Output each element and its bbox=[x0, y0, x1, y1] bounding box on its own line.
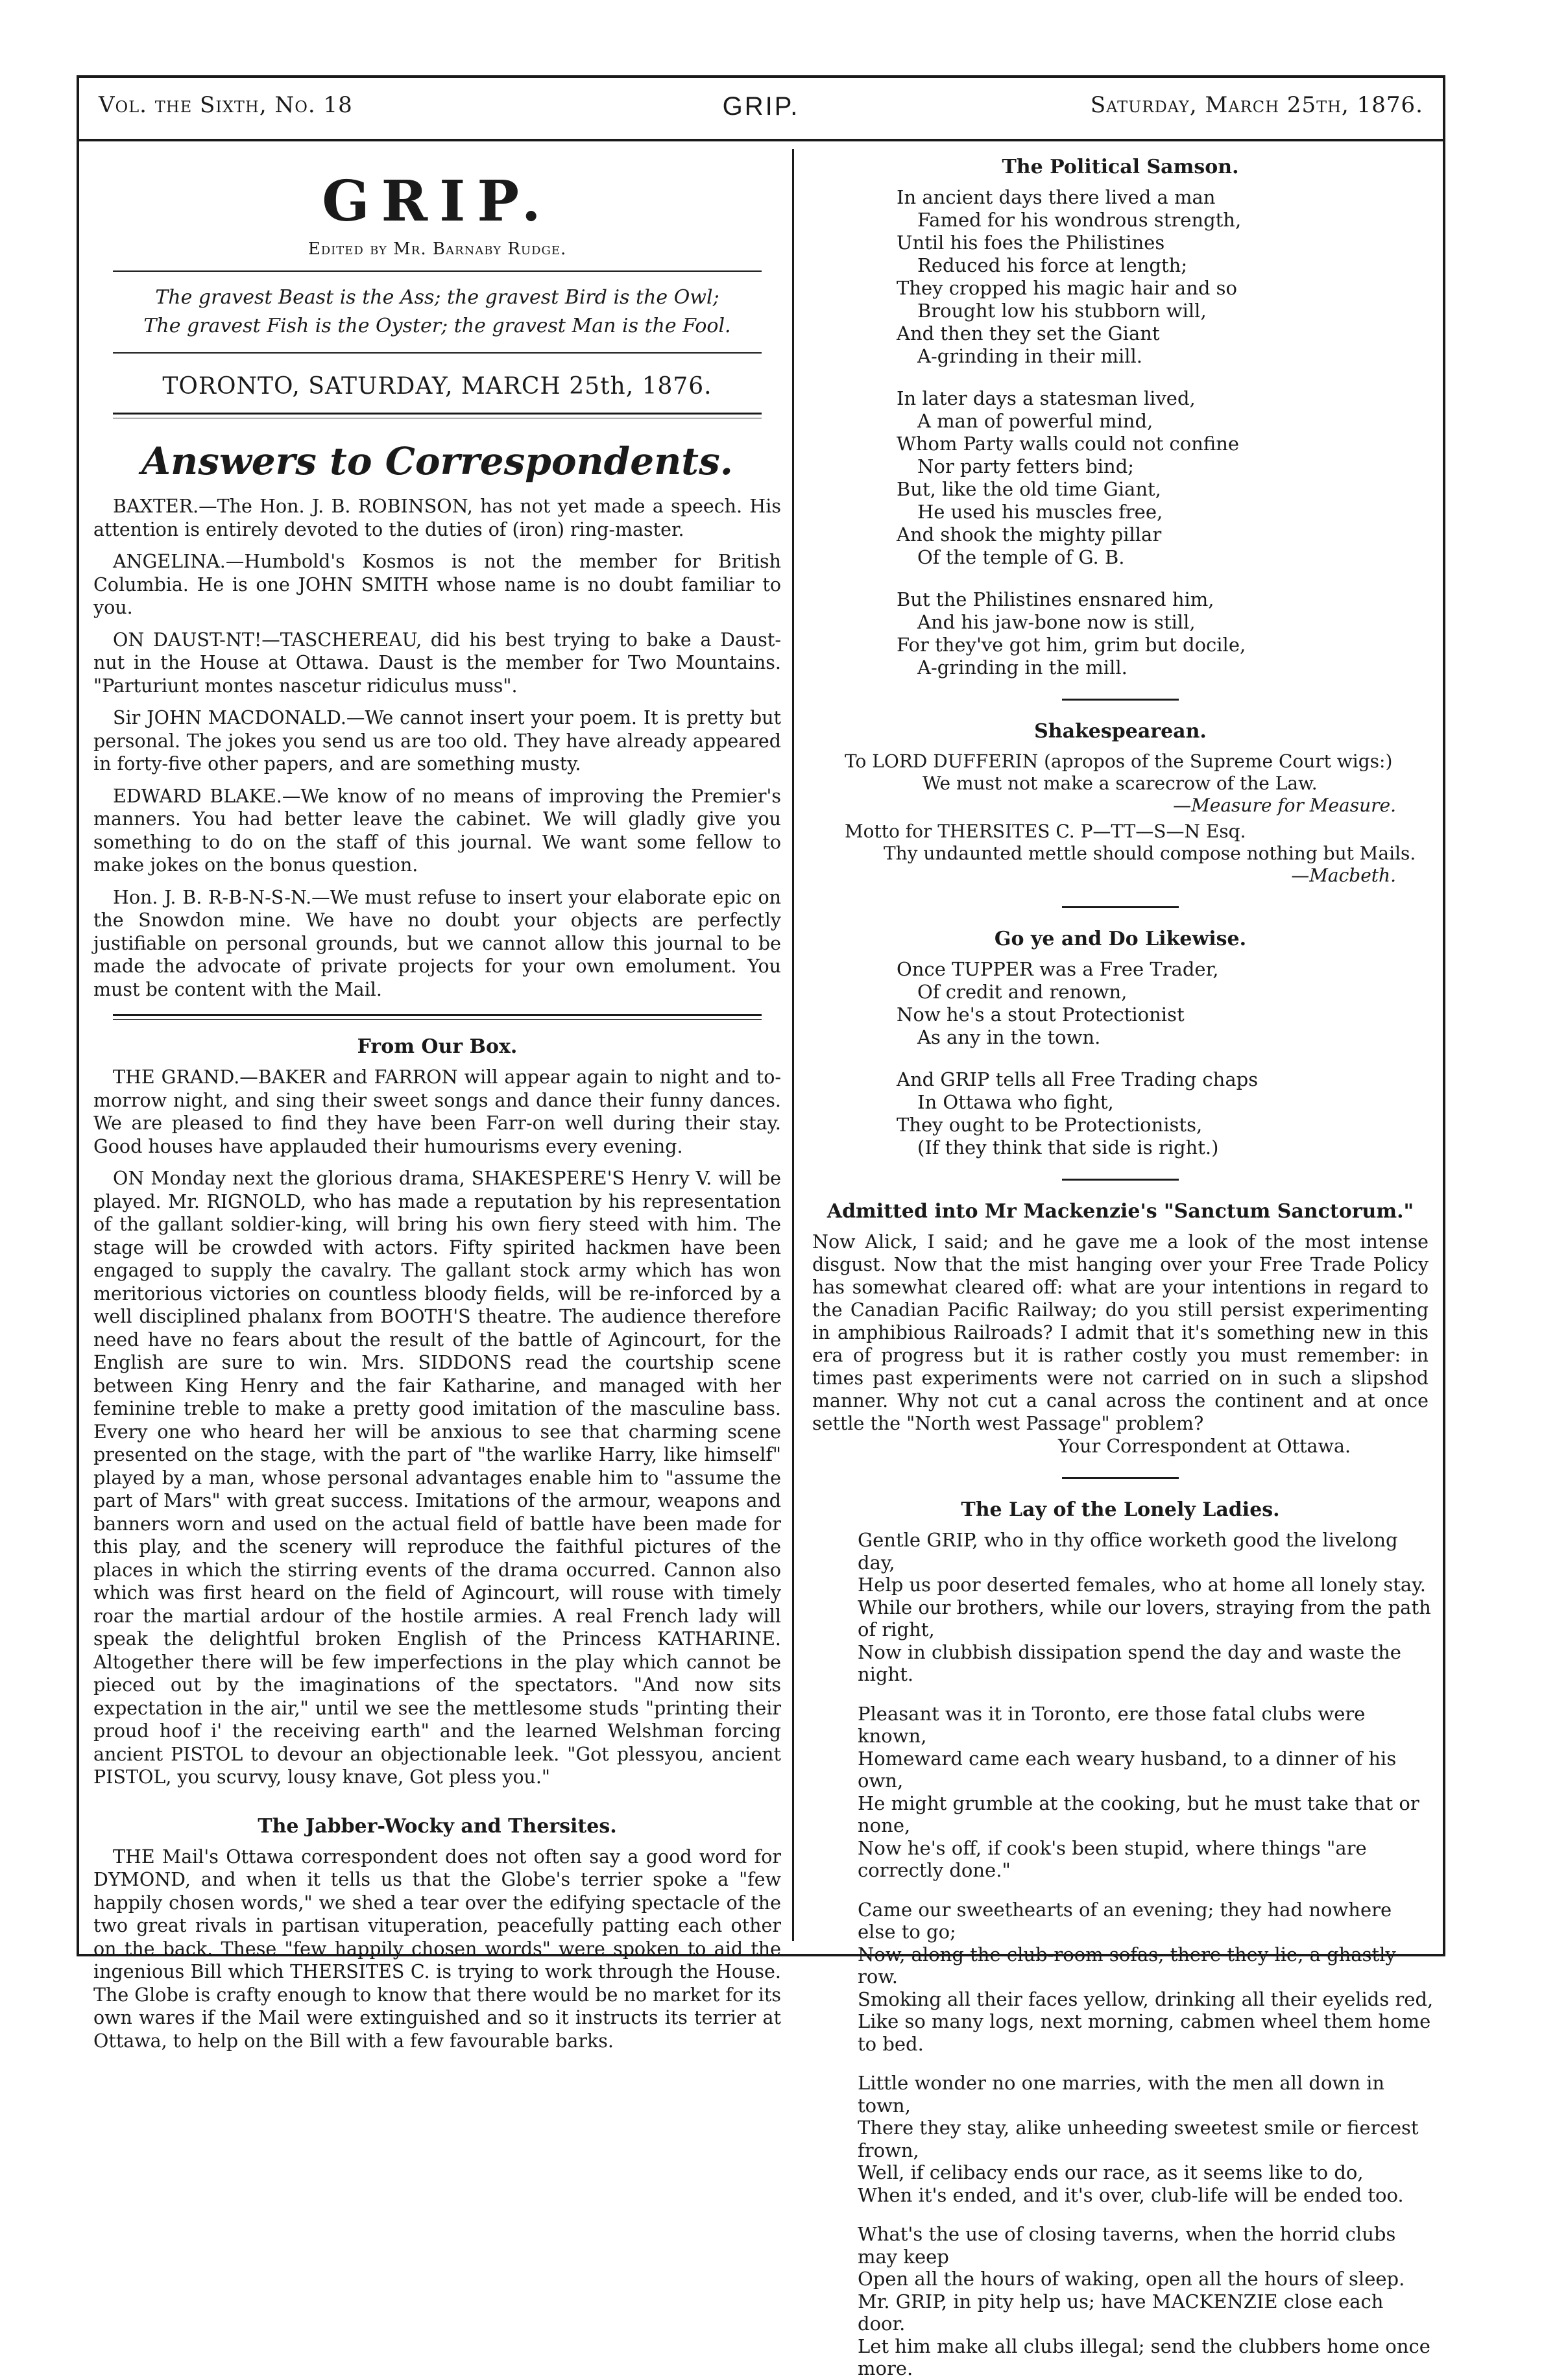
poem-line: What's the use of closing taverns, when the horrid clubs may keep bbox=[858, 2223, 1396, 2268]
answer-item: Sir JOHN MACDONALD.—We cannot insert your poem. It is pretty but personal. The jokes you send us are too old. They have already appeared in forty-five other papers, and are something musty. bbox=[93, 707, 781, 775]
left-column bbox=[93, 149, 781, 2052]
rule bbox=[1062, 1477, 1179, 1479]
motto-line: The gravest Fish is the Oyster; the gravest Man is the Fool. bbox=[143, 315, 731, 337]
newspaper-page bbox=[77, 75, 1445, 2379]
motto bbox=[93, 283, 781, 341]
poem-line: Once TUPPER was a Free Trader, bbox=[897, 958, 1219, 980]
poem-line: While our brothers, while our lovers, straying from the path of right, bbox=[858, 1596, 1431, 1641]
answers-title: Answers to Correspondents. bbox=[141, 439, 733, 483]
poem-line: In ancient days there lived a man bbox=[897, 186, 1216, 208]
box-paragraph: THE GRAND.—BAKER and FARRON will appear again to night and to-morrow night, and sing their sweet songs and dance their funny dances. We are pleased to find they have been Farr-on well during their stay. Good houses have applauded their humourisms every evening. bbox=[93, 1066, 781, 1157]
answer-item: Hon. J. B. R-B-N-S-N.—We must refuse to insert your elaborate epic on the Snowdon mine. We have no doubt your objects are perfectly justifiable on personal grounds, but we cannot allow this journal to be made the advocate of private projects for your own emolument. You must be content with the Mail. bbox=[93, 886, 781, 1000]
stanza bbox=[897, 387, 1435, 569]
box-body bbox=[93, 1066, 781, 1789]
poem-line: Of the temple of G. B. bbox=[917, 546, 1125, 568]
jabber-title: The Jabber-Wocky and Thersites. bbox=[258, 1814, 617, 1838]
stanza bbox=[858, 2223, 1435, 2380]
poem-line: A man of powerful mind, bbox=[917, 410, 1153, 432]
issue-date: Saturday, March 25th, 1876. bbox=[1090, 92, 1423, 118]
answers-body bbox=[93, 495, 781, 1001]
stanza bbox=[897, 588, 1435, 679]
quote-line: To LORD DUFFERIN (apropos of the Supreme Court wigs:) bbox=[845, 751, 1393, 772]
rule bbox=[113, 270, 762, 272]
jabber-body bbox=[93, 1845, 781, 2053]
poem-line: Help us poor deserted females, who at home all lonely stay. bbox=[858, 1574, 1426, 1596]
poem-line: Of credit and renown, bbox=[917, 981, 1128, 1003]
poem-line: For they've got him, grim but docile, bbox=[897, 634, 1246, 656]
stanza bbox=[897, 958, 1435, 1049]
right-column bbox=[806, 149, 1435, 2379]
shakespearean-title: Shakespearean. bbox=[1034, 720, 1207, 743]
shakespearean-quotes bbox=[845, 751, 1435, 887]
poem-line: Brought low his stubborn will, bbox=[917, 300, 1207, 322]
quote-attribution: —Macbeth. bbox=[1291, 865, 1396, 886]
dateline: TORONTO, SATURDAY, MARCH 25th, 1876. bbox=[162, 373, 712, 400]
answer-item: ON DAUST-NT!—TASCHEREAU, did his best trying to bake a Daust-nut in the House at Ottawa. Daust is the member for Two Mountains. "Parturiunt montes nascetur ridiculus muss". bbox=[93, 629, 781, 697]
poem-line: And GRIP tells all Free Trading chaps bbox=[897, 1068, 1259, 1090]
poem-line: Came our sweethearts of an evening; they had nowhere else to go; bbox=[858, 1898, 1392, 1943]
poem-line: Whom Party walls could not confine bbox=[897, 433, 1240, 455]
poem-line: As any in the town. bbox=[917, 1026, 1101, 1048]
poem-line: Now he's a stout Protectionist bbox=[897, 1004, 1185, 1026]
poem-line: He might grumble at the cooking, but he must take that or none, bbox=[858, 1792, 1419, 1836]
samson-title: The Political Samson. bbox=[1002, 156, 1239, 178]
poem-line: He used his muscles free, bbox=[917, 501, 1163, 523]
stanza bbox=[858, 1899, 1435, 2056]
answer-item: EDWARD BLAKE.—We know of no means of improving the Premier's manners. You had better leave the cabinet. We will gladly give you something to do on the staff of this journal. We want some fellow to make jokes on the bonus question. bbox=[93, 785, 781, 876]
poem-line: They ought to be Protectionists, bbox=[897, 1114, 1203, 1136]
answer-item: BAXTER.—The Hon. J. B. ROBINSON, has not yet made a speech. His attention is entirely devoted to the duties of (iron) ring-master. bbox=[93, 496, 781, 540]
letter-signature: Your Correspondent at Ottawa. bbox=[1057, 1436, 1351, 1457]
poem-line: Now, along the club-room sofas, there they lie, a ghastly row. bbox=[858, 1943, 1396, 1988]
double-rule bbox=[113, 413, 762, 418]
poem-line: A-grinding in the mill. bbox=[917, 656, 1128, 679]
rule bbox=[1062, 1179, 1179, 1181]
jabber-paragraph: THE Mail's Ottawa correspondent does not often say a good word for DYMOND, and when it tells us that the Globe's terrier spoke a "few happily chosen words," we shed a tear over the edifying spectacle of the two great rivals in partisan vituperation, peacefully patting each other on the back. These "few happily chosen words" were spoken to aid the ingenious Bill which THERSITES C. is trying to work through the House. The Globe is crafty enough to know that there would be no market for its own wares if the Mail were extinguished and so it instructs its terrier at Ottawa, to help on the Bill with a few favourable barks. bbox=[93, 1845, 781, 2052]
poem-line: But the Philistines ensnared him, bbox=[897, 588, 1214, 610]
poem-line: But, like the old time Giant, bbox=[897, 478, 1161, 500]
poem-line: Little wonder no one marries, with the men all down in town, bbox=[858, 2072, 1385, 2117]
poem-line: And then they set the Giant bbox=[897, 322, 1160, 344]
rule bbox=[1062, 906, 1179, 908]
running-header bbox=[79, 78, 1443, 141]
stanza bbox=[858, 1529, 1435, 1686]
poem-line: And his jaw-bone now is still, bbox=[917, 611, 1196, 633]
motto-line: The gravest Beast is the Ass; the gravest Bird is the Owl; bbox=[155, 286, 719, 309]
poem-line: Mr. GRIP, in pity help us; have MACKENZIE close each door. bbox=[858, 2290, 1384, 2335]
poem-line: When it's ended, and it's over, club-life will be ended too. bbox=[858, 2183, 1404, 2206]
likewise-poem bbox=[897, 958, 1435, 1159]
letter-paragraph: Now Alick, I said; and he gave me a look of the most intense disgust. Now that the mist hanging over your Free Trade Policy has somewhat cleared off: what are your intentions in regard to the Canadian Pacific Railway; do you still persist experimenting in amphibious Railroads? I admit that it's something new in this era of progress but it is rather costly you must remember: in times past experiments were not carried on in such a slipshod manner. Why not cut a canal across the continent and at once settle the "North west Passage" problem? bbox=[812, 1231, 1429, 1434]
box-title: From Our Box. bbox=[357, 1035, 518, 1058]
poem-line: Let him make all clubs illegal; send the clubbers home once more. bbox=[858, 2335, 1430, 2379]
answer-item: ANGELINA.—Humbold's Kosmos is not the member for British Columbia. He is one JOHN SMITH whose name is no doubt familiar to you. bbox=[93, 551, 781, 618]
poem-line: Reduced his force at length; bbox=[917, 254, 1188, 276]
samson-poem bbox=[897, 186, 1435, 679]
volume-number: Vol. the Sixth, No. 18 bbox=[99, 92, 353, 118]
ladies-poem bbox=[858, 1529, 1435, 2380]
poem-line: Nor party fetters bind; bbox=[917, 455, 1135, 477]
stanza bbox=[897, 1068, 1435, 1159]
paper-name: GRIP. bbox=[722, 92, 800, 121]
poem-line: And shook the mighty pillar bbox=[897, 523, 1162, 546]
masthead-title: GRIP. bbox=[322, 169, 553, 234]
quote-line: Thy undaunted mettle should compose nothing but Mails. bbox=[884, 843, 1416, 864]
ladies-title: The Lay of the Lonely Ladies. bbox=[961, 1498, 1280, 1521]
stanza bbox=[858, 1703, 1435, 1882]
poem-line: In later days a statesman lived, bbox=[897, 387, 1196, 409]
poem-line: Smoking all their faces yellow, drinking all their eyelids red, bbox=[858, 1988, 1434, 2010]
stanza bbox=[897, 186, 1435, 368]
rule bbox=[113, 352, 762, 354]
poem-line: Open all the hours of waking, open all the hours of sleep. bbox=[858, 2268, 1405, 2290]
poem-line: Gentle GRIP, who in thy office worketh good the livelong day, bbox=[858, 1529, 1398, 1574]
poem-line: Well, if celibacy ends our race, as it seems like to do, bbox=[858, 2161, 1364, 2183]
poem-line: They cropped his magic hair and so bbox=[897, 277, 1237, 299]
sanctum-title: Admitted into Mr Mackenzie's "Sanctum Sanctorum." bbox=[826, 1200, 1414, 1223]
poem-line: Now in clubbish dissipation spend the day and waste the night. bbox=[858, 1641, 1401, 1685]
poem-line: In Ottawa who fight, bbox=[917, 1091, 1114, 1113]
poem-line: There they stay, alike unheeding sweetest smile or fiercest frown, bbox=[858, 2117, 1419, 2161]
poem-line: Homeward came each weary husband, to a dinner of his own, bbox=[858, 1747, 1397, 1792]
poem-line: A-grinding in their mill. bbox=[917, 345, 1142, 367]
poem-line: Pleasant was it in Toronto, ere those fatal clubs were known, bbox=[858, 1702, 1366, 1747]
box-paragraph: ON Monday next the glorious drama, SHAKESPERE'S Henry V. will be played. Mr. RIGNOLD, who has made a reputation by his representation of the gallant soldier-king, will bring his own fiery steed with him. The stage will be crowded with actors. Fifty spirited hackmen have been engaged to supply the cavalry. The gallant stock army which has won meritorious victories on countless bloody fields, will be re-inforced by a well disciplined phalanx from BOOTH'S theatre. The audience therefore need have no fears about the result of the battle of Agincourt, for the English are sure to win. Mrs. SIDDONS read the courtship scene between King Henry and the fair Katharine, and managed with her feminine treble to make a pretty good imitation of the masculine bass. Every one who heard her will be anxious to see that charming scene presented on the stage, with the part of "the warlike Harry, like himself" played by a man, whose personal advantages enable him to "assume the part of Mars" with great success. Imitations of the armour, weapons and banners worn and used on the actual field of battle have been made for this play, and the scenery will reproduce the faithful pictures of the places in which the stirring events of the drama occurred. Cannon also which was first heard on the field of Agincourt, will rouse with timely roar the martial ardour of the hostile armies. A real French lady will speak the delightful broken English of the Princess KATHARINE. Altogether there will be few imperfections in the play which cannot be pieced out by the imaginations of the spectators. "And now sits expectation in the air," until we see the mettlesome studs "printing their proud hoof i' the receiving earth" and the learned Welshman forcing ancient PISTOL to devour an objectionable leek. "Got plessyou, ancient PISTOL, you scurvy, lousy knave, Got pless you." bbox=[93, 1168, 781, 1788]
poem-line: Like so many logs, next morning, cabmen wheel them home to bed. bbox=[858, 2010, 1431, 2055]
poem-line: Now he's off, if cook's been stupid, where things "are correctly done." bbox=[858, 1836, 1367, 1881]
poem-line: Until his foes the Philistines bbox=[897, 232, 1165, 254]
editor-line: Edited by Mr. Barnaby Rudge. bbox=[308, 239, 567, 259]
double-rule bbox=[113, 1014, 762, 1020]
sanctum-letter bbox=[812, 1231, 1429, 1458]
quote-line: Motto for THERSITES C. P—TT—S—N Esq. bbox=[845, 821, 1246, 842]
column-divider bbox=[792, 149, 794, 1941]
stanza bbox=[858, 2072, 1435, 2206]
poem-line: (If they think that side is right.) bbox=[917, 1136, 1219, 1159]
likewise-title: Go ye and Do Likewise. bbox=[994, 928, 1247, 950]
rule bbox=[1062, 699, 1179, 701]
quote-attribution: —Measure for Measure. bbox=[1173, 795, 1396, 816]
poem-line: Famed for his wondrous strength, bbox=[917, 209, 1242, 231]
quote-line: We must not make a scarecrow of the Law. bbox=[923, 773, 1318, 794]
